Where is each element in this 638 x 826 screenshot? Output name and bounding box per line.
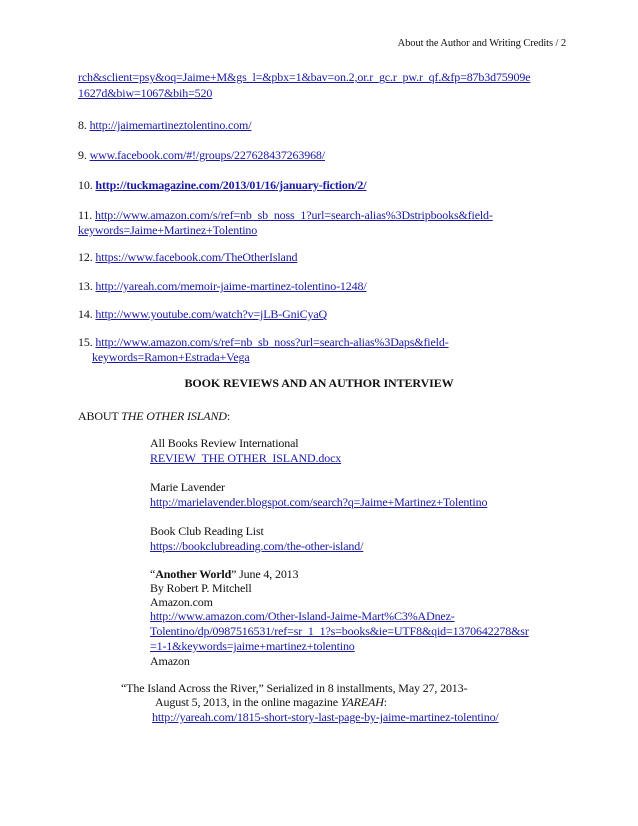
ref-7-continuation-line1[interactable]: rch&sclient=psy&oq=Jaime+M&gs_l=&pbx=1&bav=on.2,or.r_gc.r_pw.r_qf.&fp=87b3d75909e <box>78 70 531 84</box>
amazon-review-link-line3[interactable]: =1-1&keywords=jaime+martinez+tolentino <box>150 639 355 653</box>
amazon-review-link-line2[interactable]: Tolentino/dp/0987516531/ref=sr_1_1?s=books&ie=UTF8&qid=1370642278&sr <box>150 624 529 638</box>
serial-line2-suffix: : <box>383 695 387 709</box>
amazon-review-link-line1[interactable]: http://www.amazon.com/Other-Island-Jaime-Mart%C3%ADnez- <box>150 609 455 623</box>
serial-line1: “The Island Across the River,” Serialized in 8 installments, May 27, 2013- <box>121 681 468 695</box>
section-title: BOOK REVIEWS AND AN AUTHOR INTERVIEW <box>184 376 454 390</box>
review-2-link[interactable]: http://marielavender.blogspot.com/search?q=Jaime+Martinez+Tolentino <box>150 495 488 509</box>
ref-13-number: 13. <box>78 279 93 293</box>
amazon-review-heading <box>150 567 298 582</box>
amazon-review-open-quote: “ <box>150 567 156 581</box>
review-3-link[interactable]: https://bookclubreading.com/the-other-island/ <box>150 539 364 553</box>
about-prefix: ABOUT <box>78 409 122 423</box>
review-1-source: All Books Review International <box>150 436 299 450</box>
review-1-link[interactable]: REVIEW_THE OTHER_ISLAND.docx <box>150 451 342 465</box>
serial-line2-prefix: August 5, 2013, in the online magazine <box>155 695 341 709</box>
amazon-review-date: ” June 4, 2013 <box>231 567 299 581</box>
ref-13 <box>78 279 367 294</box>
ref-15-link-continued[interactable]: keywords=Ramon+Estrada+Vega <box>92 350 250 364</box>
about-suffix: : <box>226 409 231 423</box>
ref-8-number: 8. <box>78 118 87 132</box>
ref-10 <box>78 178 366 193</box>
ref-9 <box>78 148 325 163</box>
ref-10-number: 10. <box>78 178 93 192</box>
ref-14 <box>78 307 327 322</box>
ref-14-link[interactable]: http://www.youtube.com/watch?v=jLB-GniCyaQ <box>95 307 328 321</box>
serial-link[interactable]: http://yareah.com/1815-short-story-last-page-by-jaime-martinez-tolentino/ <box>152 710 499 724</box>
ref-12 <box>78 250 297 265</box>
ref-7-continuation-line2[interactable]: 1627d&biw=1067&bih=520 <box>78 86 213 100</box>
ref-13-link[interactable]: http://yareah.com/memoir-jaime-martinez-tolentino-1248/ <box>95 279 367 293</box>
ref-15 <box>78 335 449 350</box>
ref-11-number: 11. <box>78 208 93 222</box>
ref-9-number: 9. <box>78 148 87 162</box>
page-header: About the Author and Writing Credits / 2 <box>397 38 566 49</box>
ref-12-number: 12. <box>78 250 93 264</box>
amazon-review-source: Amazon <box>150 654 190 668</box>
amazon-review-site: Amazon.com <box>150 595 213 609</box>
serial-line2 <box>155 695 387 710</box>
ref-11-link[interactable]: http://www.amazon.com/s/ref=nb_sb_noss_1?url=search-alias%3Dstripbooks&field- <box>94 208 493 222</box>
amazon-review-author: By Robert P. Mitchell <box>150 581 252 595</box>
review-3-source: Book Club Reading List <box>150 524 264 538</box>
ref-8 <box>78 118 251 133</box>
ref-15-number: 15. <box>78 335 93 349</box>
ref-11 <box>78 208 493 223</box>
ref-10-link[interactable]: http://tuckmagazine.com/2013/01/16/january-fiction/2/ <box>95 178 367 192</box>
ref-8-link[interactable]: http://jaimemartineztolentino.com/ <box>89 118 252 132</box>
ref-14-number: 14. <box>78 307 93 321</box>
serial-magazine: YAREAH <box>340 695 384 709</box>
review-2-source: Marie Lavender <box>150 480 225 494</box>
amazon-review-title: Another World <box>155 567 232 581</box>
ref-15-link[interactable]: http://www.amazon.com/s/ref=nb_sb_noss?url=search-alias%3Daps&field- <box>95 335 449 349</box>
ref-12-link[interactable]: https://www.facebook.com/TheOtherIsland <box>95 250 298 264</box>
about-book-title: THE OTHER ISLAND <box>121 409 227 423</box>
ref-11-link-continued[interactable]: keywords=Jaime+Martinez+Tolentino <box>78 223 258 237</box>
ref-9-link[interactable]: www.facebook.com/#!/groups/227628437263968/ <box>89 148 325 162</box>
about-heading <box>78 409 230 424</box>
